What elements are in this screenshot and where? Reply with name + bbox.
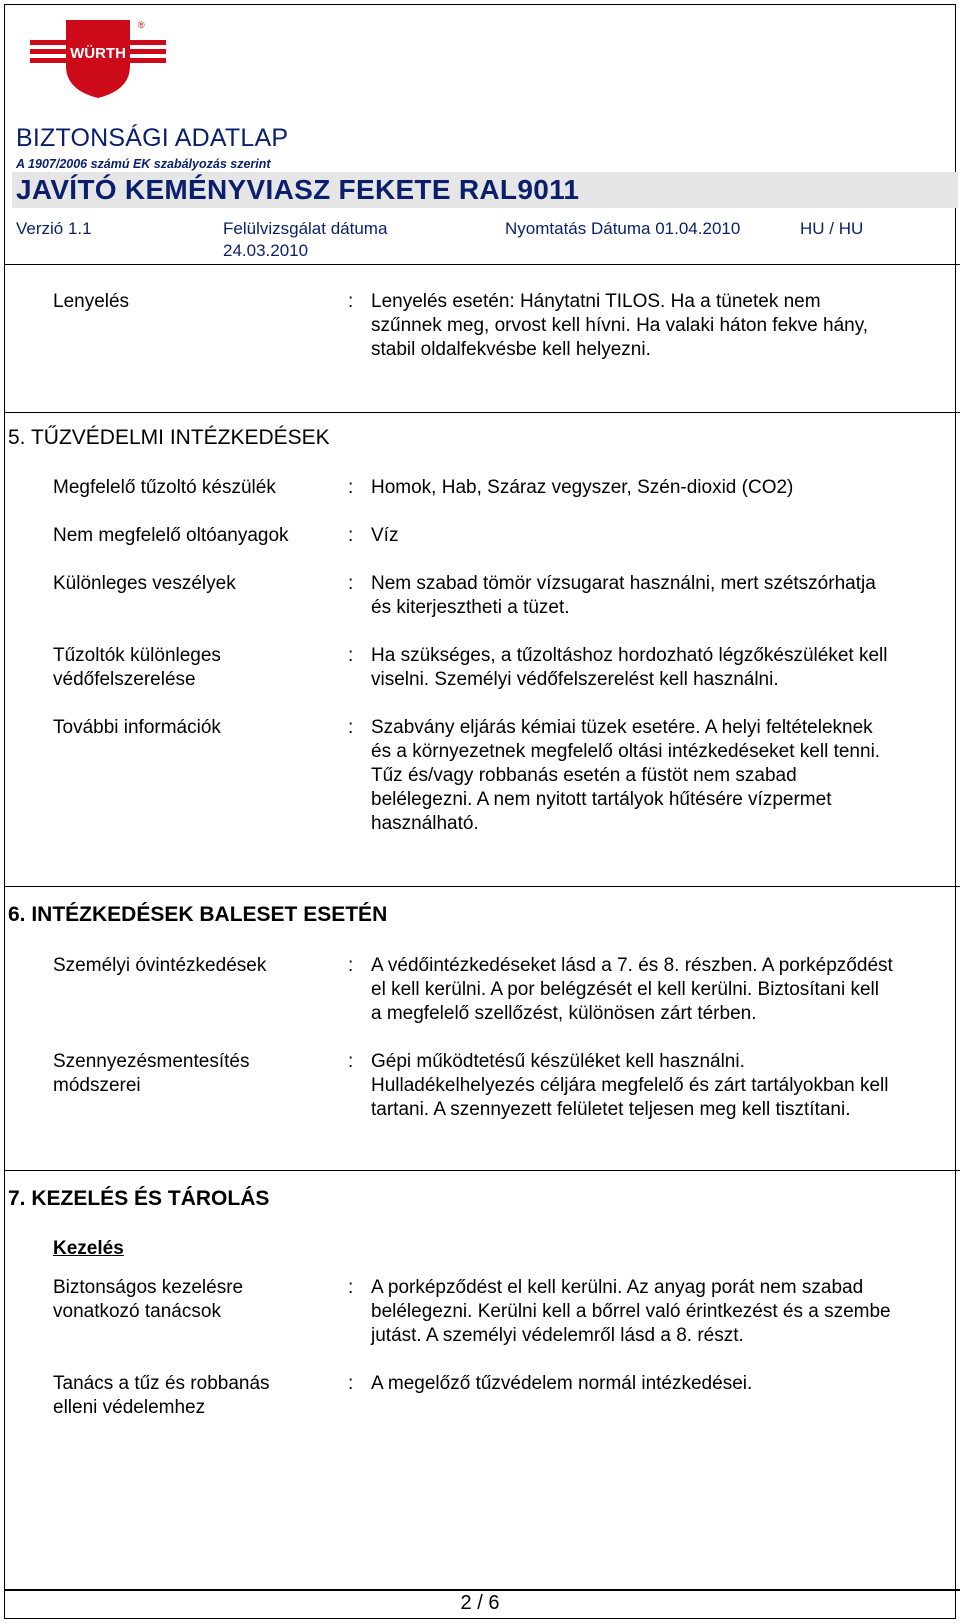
entry-value <box>371 476 951 500</box>
entry-value <box>371 290 951 362</box>
section-7-title: 7. KEZELÉS ÉS TÁROLÁS <box>8 1187 270 1210</box>
entry-colon: : <box>348 645 354 666</box>
value-line: és kiterjesztheti a tüzet. <box>371 597 570 618</box>
value-line: Nem szabad tömör vízsugarat használni, mert szétszórhatja <box>371 573 876 594</box>
value-line: Lenyelés esetén: Hánytatni TILOS. Ha a tünetek nem <box>371 291 821 312</box>
value-line: Hulladékelhelyezés céljára megfelelő és zárt tartályokban kell <box>371 1075 889 1096</box>
entry-label <box>53 1372 270 1420</box>
label-line: vonatkozó tanácsok <box>53 1301 221 1322</box>
value-line: szűnnek meg, orvost kell hívni. Ha valaki háton fekve hány, <box>371 315 869 336</box>
entry-colon: : <box>348 573 354 594</box>
page-number: 2 / 6 <box>460 1592 500 1614</box>
value-line: viselni. Személyi védőfelszerelést kell használni. <box>371 669 779 690</box>
entry-colon: : <box>348 717 354 738</box>
section-divider <box>4 886 960 887</box>
value-line: Víz <box>371 525 399 546</box>
label-line: Tanács a tűz és robbanás <box>53 1373 270 1394</box>
value-line: Gépi működtetésű készüléket kell használni. <box>371 1051 745 1072</box>
revision-label: Felülvizsgálat dátuma <box>223 219 388 238</box>
logo-registered: ® <box>138 20 145 30</box>
value-line: Homok, Hab, Száraz vegyszer, Szén-dioxid (CO2) <box>371 477 794 498</box>
entry-label: Megfelelő tűzoltó készülék <box>53 477 276 498</box>
entry-value <box>371 1372 951 1396</box>
entry-colon: : <box>348 291 354 312</box>
entry-value <box>371 716 951 836</box>
entry-label: További információk <box>53 717 221 738</box>
value-line: használható. <box>371 813 479 834</box>
value-line: a megfelelő szellőzést, különösen zárt térben. <box>371 1003 757 1024</box>
logo-text: WÜRTH <box>70 45 126 62</box>
entry-colon: : <box>348 525 354 546</box>
value-line: Tűz és/vagy robbanás esetén a füstöt nem szabad <box>371 765 797 786</box>
section-divider <box>4 1170 960 1171</box>
value-line: A megelőző tűzvédelem normál intézkedései. <box>371 1373 753 1394</box>
label-line: elleni védelemhez <box>53 1397 206 1418</box>
value-line: Ha szükséges, a tűzoltáshoz hordozható légzőkészüléket kell <box>371 645 888 666</box>
value-line: belélegezni. A nem nyitott tartályok hűtésére vízpermet <box>371 789 832 810</box>
label-line: Tűzoltók különleges <box>53 645 221 666</box>
value-line: belélegezni. Kerülni kell a bőrrel való érintkezést és a szembe <box>371 1301 891 1322</box>
language: HU / HU <box>800 219 864 238</box>
section-divider <box>4 412 960 413</box>
entry-colon: : <box>348 1277 354 1298</box>
entry-colon: : <box>348 477 354 498</box>
label-line: Szennyezésmentesítés <box>53 1051 250 1072</box>
value-line: tartani. A szennyezett felületet teljesen meg kell tisztítani. <box>371 1099 851 1120</box>
entry-label: Személyi óvintézkedések <box>53 955 267 976</box>
document-title: BIZTONSÁGI ADATLAP <box>16 124 289 152</box>
entry-label: Nem megfelelő oltóanyagok <box>53 525 289 546</box>
footer-divider <box>4 1589 960 1591</box>
section-5-title: 5. TŰZVÉDELMI INTÉZKEDÉSEK <box>8 426 330 449</box>
entry-colon: : <box>348 955 354 976</box>
revision-date: 24.03.2010 <box>223 241 309 260</box>
value-line: jutást. A személyi védelemről lásd a 8. részt. <box>371 1325 744 1346</box>
value-line: el kell kerülni. A por belégzését el kell kerülni. Biztosítani kell <box>371 979 879 1000</box>
entry-value <box>371 1276 951 1348</box>
subheading-handling: Kezelés <box>53 1238 124 1259</box>
section-6-title: 6. INTÉZKEDÉSEK BALESET ESETÉN <box>8 903 388 926</box>
entry-label <box>53 1050 249 1098</box>
version: Verzió 1.1 <box>16 219 92 238</box>
value-line: és a környezetnek megfelelő oltási intézkedéseket kell tenni. <box>371 741 881 762</box>
value-line: A porképződést el kell kerülni. Az anyag porát nem szabad <box>371 1277 864 1298</box>
entry-colon: : <box>348 1051 354 1072</box>
label-line: védőfelszerelése <box>53 669 196 690</box>
label-line: módszerei <box>53 1075 141 1096</box>
entry-label <box>53 644 221 692</box>
product-name: JAVÍTÓ KEMÉNYVIASZ FEKETE RAL9011 <box>16 174 580 205</box>
entry-value <box>371 1050 951 1122</box>
value-line: stabil oldalfekvésbe kell helyezni. <box>371 339 651 360</box>
entry-value <box>371 572 951 620</box>
value-line: A védőintézkedéseket lásd a 7. és 8. részben. A porképződést <box>371 955 893 976</box>
value-line: Szabvány eljárás kémiai tüzek esetére. A helyi feltételeknek <box>371 717 873 738</box>
entry-colon: : <box>348 1373 354 1394</box>
entry-label: Lenyelés <box>53 291 130 312</box>
entry-label: Különleges veszélyek <box>53 573 236 594</box>
entry-value <box>371 644 951 692</box>
regulation-subtitle: A 1907/2006 számú EK szabályozás szerint <box>16 157 271 171</box>
wurth-logo <box>30 20 180 98</box>
wurth-logo-mark <box>30 20 180 98</box>
entry-value <box>371 524 951 548</box>
header-divider <box>4 264 960 265</box>
entry-value <box>371 954 951 1026</box>
label-line: Biztonságos kezelésre <box>53 1277 244 1298</box>
entry-label <box>53 1276 243 1324</box>
print-date: Nyomtatás Dátuma 01.04.2010 <box>505 219 741 238</box>
